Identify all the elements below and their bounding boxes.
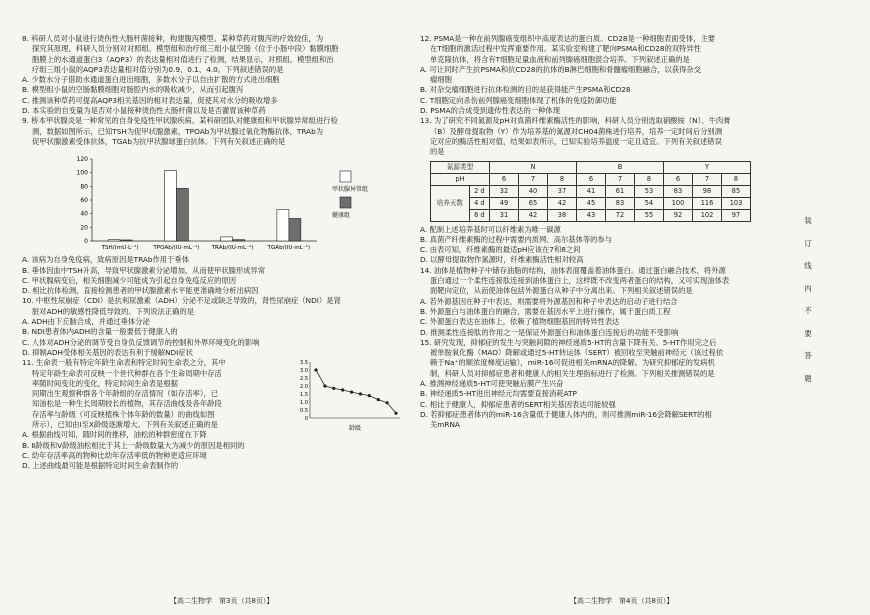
data-point <box>377 398 380 401</box>
table-header-ph: pH <box>431 173 490 185</box>
text-line: C. 推测该种草药可提高AQP3相关基因的相对表达量，促使其对水分的吸收增多 <box>22 95 278 105</box>
survival-curve <box>316 370 396 413</box>
table-cell: 54 <box>635 197 664 209</box>
text-line: （B）及酵母提取物（Y）作为培养基的氮源对CH04菌株进行培养，培养一定时间后分别测 <box>430 126 723 136</box>
bar-chart <box>22 149 406 253</box>
survival-line-chart <box>290 356 406 434</box>
text-line: 制，科研人员对抑郁症患者和健康人的相关生理指标进行了检测。下列相关推测错误的是 <box>430 368 715 378</box>
y-tick-label: 0 <box>304 416 308 423</box>
data-point <box>394 412 397 415</box>
text-line: 胞膜上的水通道蛋白3（AQP3）的表达量相对值进行了检测，结果显示，对照组、模型组和治 <box>32 54 334 64</box>
table-ph-cell: 6 <box>577 173 606 185</box>
data-point <box>332 387 335 390</box>
x-tick-label: TGAb/(IU·mL⁻¹) <box>267 245 311 252</box>
data-point <box>386 401 389 404</box>
table-header-y: Y <box>664 161 751 173</box>
text-line: C. T细胞定向杀伤前列腺癌变细胞体现了机体的免疫防御功能 <box>420 95 617 105</box>
question-13-15-text <box>420 225 788 431</box>
text-line: A. 可让同时产生抗PSMA和抗CD28的抗体的B淋巴细胞和骨髓瘤细胞融合，以获得杂交 <box>420 64 702 74</box>
table-cell: 43 <box>577 209 606 221</box>
table-header-nitrogen: 氮源类型 <box>431 161 490 173</box>
text-line: D. 本实验的自变量为是否对小鼠接种烫伤性大肠杆菌以及是否灌胃该种草药 <box>22 106 266 116</box>
text-line: 促甲状腺激素受体抗体，TGAb为抗甲状腺球蛋白抗体。下列有关叙述正确的是 <box>32 136 286 146</box>
table-row <box>431 185 751 197</box>
y-tick-label: 40 <box>80 210 88 218</box>
table-ph-cell: 6 <box>664 173 693 185</box>
text-line: A. 少数水分子借助水通道蛋白进出细胞，多数水分子以自由扩散的方式进出细胞 <box>22 75 280 85</box>
y-tick-label: 0.5 <box>300 408 308 415</box>
text-line: 特定年龄生命表可反映一个世代种群在各个生命周期中存活 <box>32 368 222 378</box>
chart-thyroid-antibodies <box>22 149 406 253</box>
legend-label: 甲状腺异常组 <box>332 186 369 194</box>
text-line: D. PSMA的合成受到遗传性表达的一种体现 <box>420 106 561 116</box>
text-line: 定对应的酶活性相对值，结果如表所示，已知实验培养温度一定且适宜。下列有关叙述错误 <box>430 136 722 146</box>
text-line: B. 真菌产纤维素酶的过程中需要内质网、高尔基体等的参与 <box>420 234 613 244</box>
sidebar-char: 装 <box>804 216 812 225</box>
bar-healthy <box>120 240 132 241</box>
text-line: 在T细胞的激活过程中发挥重要作用。某实验室构建了靶向PSMA和CD28的双特异性 <box>430 44 701 54</box>
table-cell: 37 <box>548 185 577 197</box>
text-line: 9. 桥本甲状腺炎是一种常见的自身免疫性甲状腺疾病。某科研团队对健康组和甲状腺异常组进行检 <box>22 116 338 126</box>
table-cell: 98 <box>693 185 722 197</box>
table-cell: 83 <box>664 185 693 197</box>
text-line: 蛋白通过一个柔性连接肽连接到油体蛋白上，这样既不改变两者蛋白的结构，又可实现油体表 <box>430 276 730 286</box>
text-line: 疗组三组小鼠的AQP3表达量相对值分别为0.9、0.1、4.0。下列叙述错误的是 <box>32 64 284 74</box>
table-ph-cell: 7 <box>519 173 548 185</box>
sidebar-char: 题 <box>804 373 812 383</box>
text-line: D. 以酵母提取物作氮源时，纤维素酶活性相对较高 <box>420 255 584 265</box>
question-8-9-text <box>22 34 406 147</box>
question-12-13-text <box>420 34 788 158</box>
data-point <box>323 385 326 388</box>
y-tick-label: 60 <box>80 197 88 205</box>
table-row <box>431 209 751 221</box>
table-ph-cell: 7 <box>606 173 635 185</box>
text-line: 面靶向定位，从而使油体包括外源蛋白从种子中分离出来。下列相关叙述错误的是 <box>430 286 693 296</box>
table-cell: 55 <box>635 209 664 221</box>
table-header-n: N <box>490 161 577 173</box>
text-line: 被单胺氧化酶（MAO）降解或通过5-HT转运体（SERT）被回收至突触前神经元（该过程依 <box>430 348 724 358</box>
y-tick-label: 1.5 <box>300 392 308 399</box>
sidebar-char: 答 <box>804 351 812 360</box>
text-line: C. 相比于健康人，抑郁症患者的SERT相关基因表达可能较强 <box>420 399 616 409</box>
sidebar-char: 不 <box>804 306 812 315</box>
text-line: 10. 中枢性尿崩症（CDI）是抗利尿激素（ADH）分泌不足或缺乏导致的，肾性尿崩症（NDI）是肾 <box>22 296 341 306</box>
y-tick-label: 1.0 <box>300 400 308 407</box>
text-line: D. 抑制ADH受体相关基因的表达有利于缓解NDI症状 <box>22 347 193 357</box>
table-cell: 72 <box>606 209 635 221</box>
text-line: B. NDI患者体内ADH的含量一般要低于健康人的 <box>22 327 178 337</box>
text-line: 8. 科研人员对小鼠进行烫伤性大肠杆菌接种，构建腹泻模型。某种草药对腹泻的疗效较佳，为 <box>22 34 324 43</box>
bar-abnormal <box>221 237 233 241</box>
text-line: C. 外源蛋白表达在油体上，依赖了植物细胞基因的特异性表达 <box>420 317 620 327</box>
text-line: A. 配制上述培养基时可以纤维素为唯一碳源 <box>420 224 561 234</box>
y-tick-label: 80 <box>80 183 88 191</box>
text-line: 率随时间变化的变化，特定时间生命表是根据 <box>32 378 178 388</box>
text-line: 关mRNA <box>430 420 460 430</box>
table-cell: 40 <box>519 185 548 197</box>
y-tick-label: 2.5 <box>300 376 308 383</box>
text-line: A. 该病为自身免疫病，致病原因是TRAb作用于垂体 <box>22 255 189 265</box>
table-cell: 103 <box>722 197 751 209</box>
x-tick-label: TSH/(mU·L⁻¹) <box>101 245 139 252</box>
text-line: 探究其原理，科研人员分别对对照组、模型组和治疗组三组小鼠空肠（位于小肠中段）黏膜细胞 <box>32 44 339 54</box>
table-cell: 42 <box>519 209 548 221</box>
table-cell: 32 <box>490 185 519 197</box>
legend-swatch <box>340 171 351 182</box>
bar-healthy <box>289 219 301 242</box>
legend-swatch <box>340 197 351 208</box>
table-cell: 42 <box>548 197 577 209</box>
data-point <box>368 394 371 397</box>
table-cell: 41 <box>577 185 606 197</box>
data-point <box>341 389 344 392</box>
table-cell: 65 <box>519 197 548 209</box>
table-cell: 38 <box>548 209 577 221</box>
text-line: 赖于Na⁺的顺浓度梯度运输），miR-16可促进相关mRNA的降解。为研究抑郁症的发病机 <box>430 358 715 368</box>
table-cell: 116 <box>693 197 722 209</box>
table-ph-cell: 6 <box>490 173 519 185</box>
text-line: 12. PSMA是一种在前列腺癌变组织中高度表达的蛋白质。CD28是一种细胞表面受体，主要 <box>420 34 716 43</box>
sidebar-char: 内 <box>804 283 812 293</box>
table-cell: 53 <box>635 185 664 197</box>
table-ph-cell: 8 <box>635 173 664 185</box>
text-line: 瘤细胞 <box>430 75 452 85</box>
text-line: 13. 为了研究不同氮源及pH对真菌纤维素酶活性的影响，科研人员分别选取硝酸铵（N）、牛肉膏 <box>420 116 731 126</box>
text-line: A. 根据曲线可知，随时间的推移，油松的种群密度在下降 <box>22 430 207 440</box>
text-line: 同期出生观察种群各个年龄组的存活情况（如存活率），已 <box>32 389 219 399</box>
table-cell: 31 <box>490 209 519 221</box>
data-point <box>314 369 317 372</box>
table-cell: 61 <box>606 185 635 197</box>
table-day-cell: 2 d <box>469 185 489 197</box>
text-line: 存活率与龄级（可反映植株个体年龄的数量）的曲线如图 <box>32 409 215 419</box>
x-tick-label: TRAb/(IU·mL⁻¹) <box>211 245 254 252</box>
table-cell: 49 <box>490 197 519 209</box>
bar-abnormal <box>277 210 289 241</box>
table-ph-cell: 8 <box>722 173 751 185</box>
text-line: D. 推测柔性连接肽的作用之一是保证外源蛋白和油体蛋白连接后的功能不受影响 <box>420 327 679 337</box>
table-cell: 83 <box>606 197 635 209</box>
footer-left: 【高二生物学 第3页（共8页）】 <box>170 597 274 605</box>
text-line: 脏对ADH的敏感性降低导致的。下列说法正确的是 <box>32 306 195 316</box>
binding-line-notice <box>800 210 816 390</box>
text-line: 15. 研究发现，抑郁症的发生与突触间隙的神经递质5-HT的含量下降有关。5-HT作用完之后 <box>420 337 717 347</box>
data-point <box>350 391 353 394</box>
table-day-cell: 6 d <box>469 209 489 221</box>
table-cell: 85 <box>722 185 751 197</box>
text-line: 11. 生命表一般有特定年龄生命表和特定时间生命表之分，其中 <box>22 358 226 368</box>
text-line: A. 若外源基因在种子中表达，则需要将外源基因和种子中表达的启动子进行结合 <box>420 296 678 306</box>
left-column <box>22 34 406 472</box>
text-line: 所示），已知由Ⅰ至Ⅹ龄级逐渐增大。下列有关叙述正确的是 <box>32 420 218 430</box>
y-tick-label: 120 <box>76 156 88 164</box>
table-cell: 102 <box>693 209 722 221</box>
text-line: B. 对杂交瘤细胞进行抗体检测的目的是获得能产生PSMA和CD28 <box>420 85 631 95</box>
text-line: B. 模型组小鼠的空肠黏膜细胞对肠腔内水的吸收减少，从而引起腹泻 <box>22 85 244 95</box>
sidebar-char: 订 <box>804 238 812 248</box>
y-tick-label: 3.5 <box>300 360 308 367</box>
text-line: D. 若抑郁症患者体内的miR-16含量低于健康人体内的，则可推测miR-16会降解SERT的相 <box>420 409 712 419</box>
table-ph-cell: 7 <box>693 173 722 185</box>
y-tick-label: 20 <box>80 224 88 232</box>
text-line: B. 神经递质5-HT进出神经元均需要直接消耗ATP <box>420 389 577 399</box>
text-line: C. 由表可知，纤维素酶的最适pH应该在7和8之间 <box>420 245 581 255</box>
text-line: 14. 油体是植物种子中储存油脂的结构，油体表面覆盖着油体蛋白。通过蛋白融合技术，将外源 <box>420 265 726 275</box>
bar-abnormal <box>108 240 120 241</box>
text-line: C. 幼年存活率高的物种比幼年存活率低的物种更适应环境 <box>22 450 207 460</box>
y-tick-label: 2.0 <box>300 384 308 391</box>
table-cell: 97 <box>722 209 751 221</box>
y-tick-label: 3.0 <box>300 368 308 375</box>
table-row <box>431 197 751 209</box>
text-line: B. 垂体因血中TSH升高，导致甲状腺激素分泌增加，从而使甲状腺形成异常 <box>22 265 266 275</box>
table-day-cell: 4 d <box>469 197 489 209</box>
text-line: D. 相比抗体检测，直接检测患者的甲状腺激素水平能更准确地分析出病因 <box>22 286 259 296</box>
bar-healthy <box>233 240 245 241</box>
table-cell: 92 <box>664 209 693 221</box>
table-row-label: 培养天数 <box>431 185 470 221</box>
text-line: B. Ⅱ龄级和Ⅴ龄级油松相比于其上一龄级数量大为减少的原因是相同的 <box>22 440 245 450</box>
bar-abnormal <box>164 171 176 241</box>
y-tick-label: 100 <box>76 169 88 177</box>
x-axis-label: 龄级 <box>348 425 362 433</box>
table-ph-cell: 8 <box>548 173 577 185</box>
text-line: 知油松是一种生长周期较长的植物，其存活曲线及各年龄段 <box>32 399 222 409</box>
bar-healthy <box>176 189 188 242</box>
legend-label: 健康组 <box>332 212 351 220</box>
y-tick-label: 0 <box>84 238 88 246</box>
table-cell: 100 <box>664 197 693 209</box>
text-line: A. ADH由下丘脑合成，并通过垂体分泌 <box>22 317 150 327</box>
text-line: B. 外源蛋白与油体蛋白的融合，需要在基因水平上进行操作，属于蛋白质工程 <box>420 306 671 316</box>
sidebar-char: 线 <box>804 261 812 270</box>
nitrogen-source-table <box>430 161 751 222</box>
right-column <box>420 34 788 431</box>
text-line: 测，数据如图所示，已知TSH为促甲状腺激素，TPOAb为甲状腺过氧化物酶抗体，TRAb为 <box>32 126 324 136</box>
footer-right: 【高二生物学 第4页（共8页）】 <box>570 597 674 605</box>
text-line: D. 上述曲线最可能是根据特定时间生命表制作的 <box>22 461 179 471</box>
data-point <box>359 393 362 396</box>
x-tick-label: TPOAb/(IU·mL⁻¹) <box>153 245 200 252</box>
text-line: C. 人体对ADH分泌的调节受自身负反馈调节的控制和外界环境变化的影响 <box>22 337 260 347</box>
question-9-10-text <box>22 255 406 358</box>
text-line: A. 推测神经递质5-HT可使突触后膜产生兴奋 <box>420 379 564 389</box>
table-cell: 45 <box>577 197 606 209</box>
text-line: 单克隆抗体，将含有T细胞足量血液和前列腺癌细胞混合培养。下列叙述正确的是 <box>430 54 690 64</box>
text-line: 的是 <box>430 147 445 157</box>
table-header-b: B <box>577 161 664 173</box>
text-line: C. 甲状腺病变后，相关细胞减少可能成为引起自身免疫反应的原因 <box>22 275 237 285</box>
sidebar-char: 要 <box>804 328 812 338</box>
